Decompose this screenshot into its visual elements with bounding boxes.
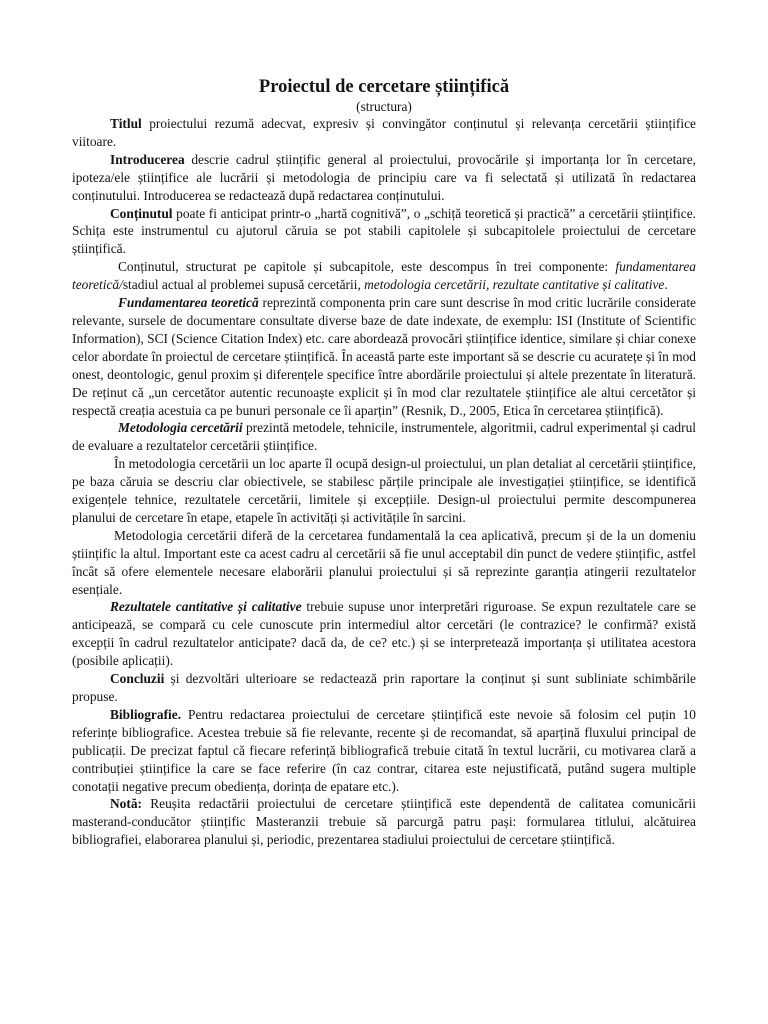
paragraph-text: poate fi anticipat printr-o „hartă cognitivă”, o „schiță teoretică și practică” a cercetării științifice. Schița este instrumentul cu ajutorul căruia se pot stabili capitolele și subcapitolele proiectului de cercetare științifică.: [72, 205, 696, 257]
lead-term: Bibliografie.: [110, 706, 182, 722]
paragraph-bibliografie: [72, 706, 696, 796]
lead-term: Conținutul: [110, 205, 173, 221]
paragraph-continutul: [72, 205, 696, 259]
lead-term: Rezultatele cantitative și calitative: [110, 599, 302, 615]
document-title: Proiectul de cercetare științifică: [258, 77, 510, 97]
paragraph-text: .: [664, 277, 668, 293]
paragraph-metodologia: [72, 419, 696, 455]
paragraph-design: [72, 455, 696, 527]
paragraph-text: În metodologia cercetării un loc aparte îl ocupă design-ul proiectului, un plan detaliat al cercetării științifice, pe baza căruia se descriu clar obiectivele, se stabilesc părțile principale ale investigației științifice, se identifică exigențele tehnice, rezultatele cercetării, limitele și excepțiile. Design-ul proiectului permite descompunerea planului de cercetare în etape, etapele în activități și activitățile în sarcini.: [72, 456, 696, 525]
paragraph-introducerea: [72, 151, 696, 205]
paragraph-text: Reușita redactării proiectului de cercetare științifică este dependentă de calitatea comunicării masterand-conducător științific Masteranzii trebuie să parcurgă patru pași: formularea titlului, alcătuirea bibliografiei, elaborarea planului și, periodic, prezentarea stadiului proiectului de cercetare științifică.: [72, 796, 696, 848]
paragraph-rezultatele: [72, 598, 696, 670]
paragraph-titlul: [72, 115, 696, 151]
lead-term: Metodologia cercetării: [118, 420, 243, 436]
paragraph-text: și dezvoltări ulterioare se redactează prin raportare la conținut și sunt subliniate schimbările propuse.: [72, 671, 696, 704]
paragraph-text: Pentru redactarea proiectului de cercetare științifică este nevoie să folosim cel puțin 10 referințe bibliografice. Acestea trebuie să fie relevante, recente și de recomandat, să aparțină fluxului principal de publicații. De precizat faptul că fiecare referință bibliografică trebuie citată în textul lucrării, cu motivarea clară a contribuției științifice la care se face referire (în caz contrar, citarea este nejustificată, putând sugera multiple conotații negative precum obediența, dorința de epatare etc.).: [72, 706, 696, 794]
lead-term: Fundamentarea teoretică: [118, 295, 259, 311]
paragraph-fundamentarea: [72, 294, 696, 419]
lead-term: Titlul: [110, 116, 142, 131]
lead-term: Concluzii: [110, 671, 165, 687]
paragraph-text: Conținutul, structurat pe capitole și subcapitole, este descompus în trei componente:: [118, 259, 616, 275]
italic-term: metodologia cercetării, rezultate cantitative și calitative: [364, 277, 665, 293]
paragraph-metodologia-difera: [72, 527, 696, 599]
lead-term: Notă:: [110, 796, 142, 812]
paragraph-concluzii: [72, 670, 696, 706]
paragraph-text: stadiul actual al problemei supusă cercetării,: [122, 277, 365, 293]
paragraph-text: reprezintă componenta prin care sunt descrise în mod critic lucrările considerate relevante, sursele de documentare consultate diverse baze de date indexate, de exemplu: ISI (Institute of Scientific Information), SCI (Science Citation Index) etc. care abordează provocări științifice identice, similare și chiar conexe celor abordate în proiectul de cercetare științifică. În această parte este important să se descrie cu acuratețe și în mod onest, deontologic, genul proxim și diferențele specifice între abordările proiectului și altele prezentate în literatură. De reținut că „un cercetător autentic recunoaște explicit și în mod clar rezultatele științifice ale altui cercetător și respectă creația acestuia ca pe bunuri personale ce îi aparțin” (Resnik, D., 2005, Etica în cercetarea științifică).: [72, 295, 697, 418]
paragraph-text: trebuie supuse unor interpretări riguroase. Se expun rezultatele care se anticipează, se compară cu cele cunoscute prin intermediul altor cercetări (le contrazice? le confirmă? există excepții în cadrul rezultatelor anticipate? dacă da, de ce? etc.) și se interpretează importanța și utilitatea acestora (posibile aplicații).: [72, 599, 696, 669]
paragraph-text: prezintă metodele, tehnicile, instrumentele, algoritmii, cadrul experimental și cadrul de evaluare a rezultatelor cercetării științifice.: [72, 420, 696, 454]
paragraph-text: descrie cadrul științific general al proiectului, provocările și importanța lor în cercetare, ipoteza/ele științifice ale lucrării și metodologia de principiu care va fi selectată și utilizată în redactarea conținutului. Introducerea se redactează după redactarea conținutului.: [72, 151, 696, 203]
italic-term: fundamentarea teoretică/: [72, 259, 696, 293]
document-subtitle: (structura): [356, 99, 412, 114]
paragraph-text: Metodologia cercetării diferă de la cercetarea fundamentală la cea aplicativă, precum și de la un domeniu științific la altul. Important este ca acest cadru al cercetării să fie unul acceptabil din punct de vedere științific, astfel încât să ofere elementele necesare elaborării planului proiectului și să reprezinte garanția atingerii rezultatelor esențiale.: [72, 527, 696, 597]
lead-term: Introducerea: [110, 151, 185, 167]
paragraph-text: proiectului rezumă adecvat, expresiv și convingător conținutul și relevanța cercetării științifice viitoare.: [72, 116, 696, 149]
paragraph-componente: [72, 258, 696, 294]
paragraph-nota: [72, 795, 696, 849]
